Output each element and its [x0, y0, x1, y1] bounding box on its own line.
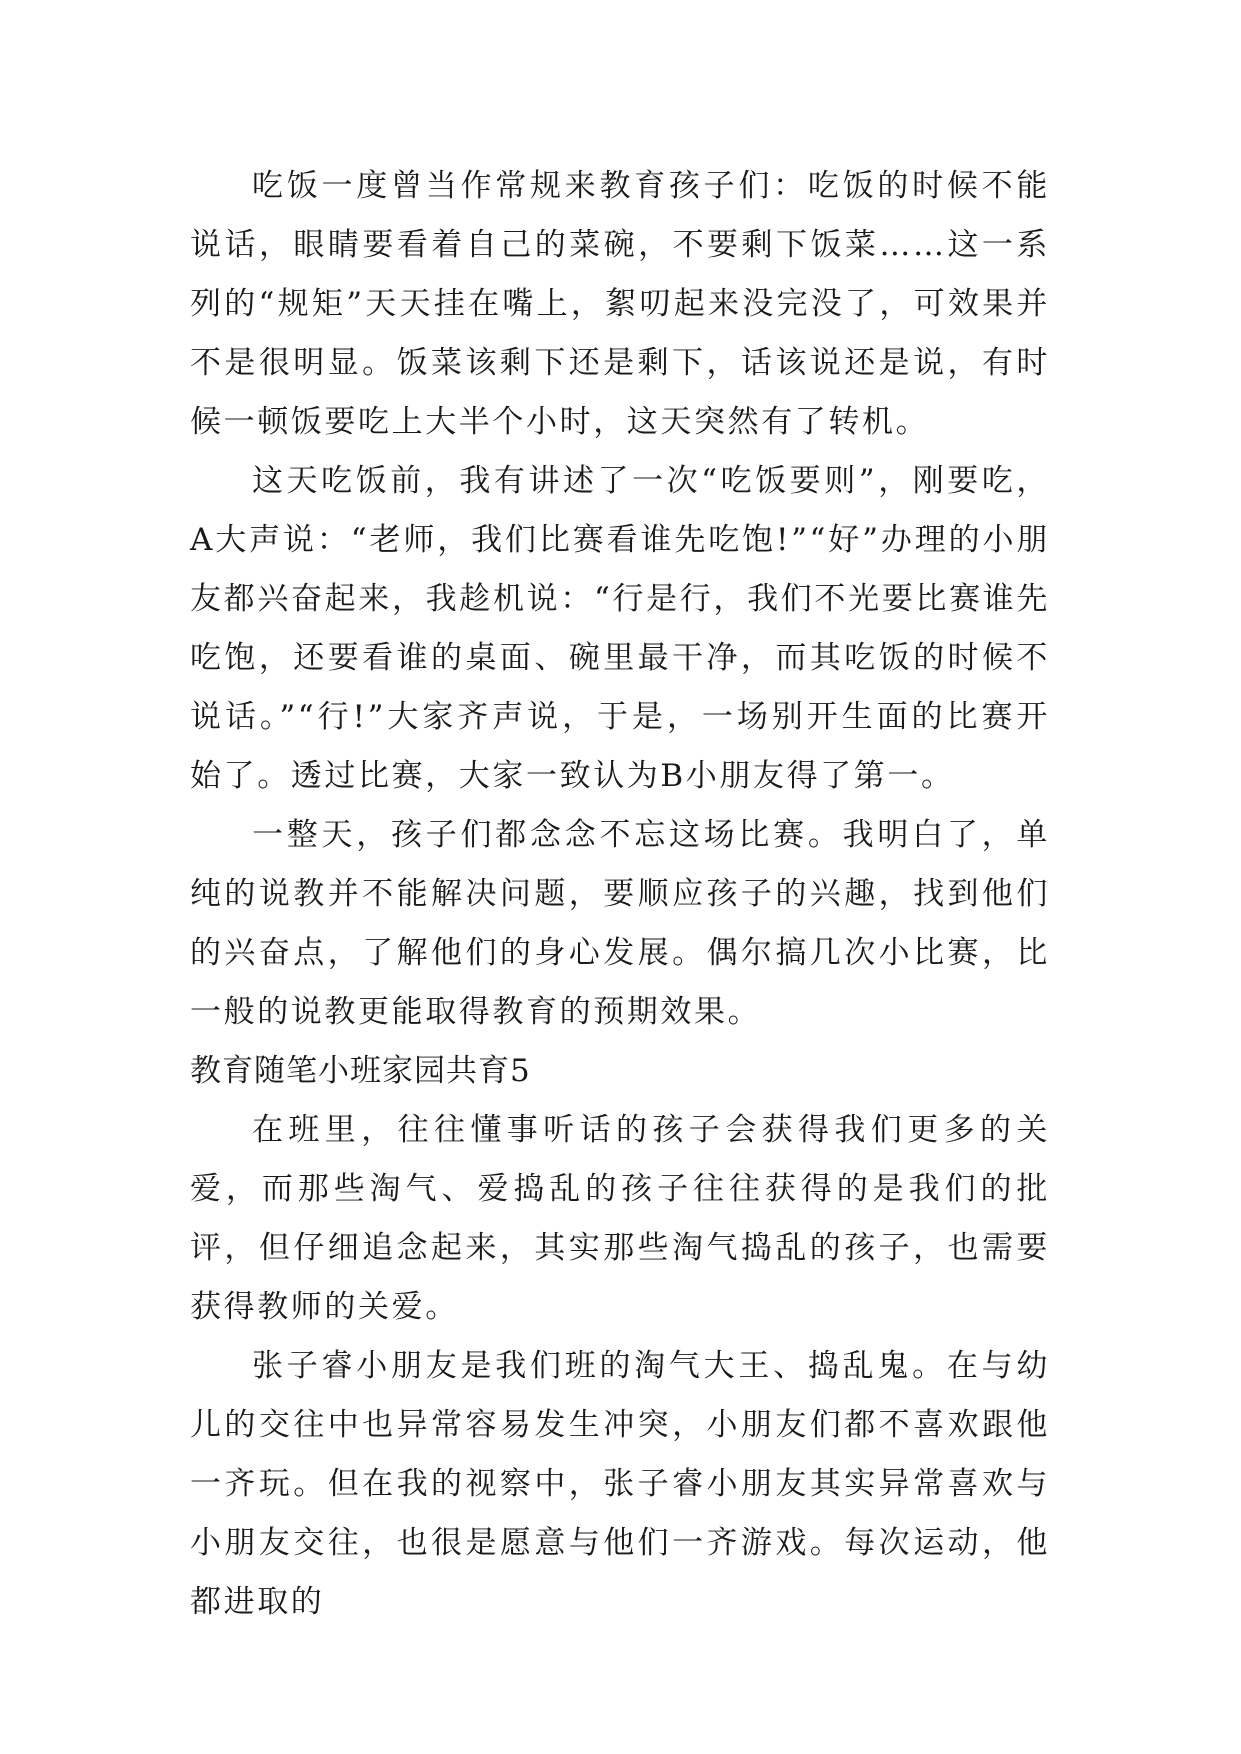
paragraph: 一整天，孩子们都念念不忘这场比赛。我明白了，单纯的说教并不能解决问题，要顺应孩子的兴趣，找到他们的兴奋点，了解他们的身心发展。偶尔搞几次小比赛，比一般的说教更能取得教育的预期效果。 — [190, 817, 1050, 1030]
document-body — [190, 157, 1050, 1632]
paragraph: 张子睿小朋友是我们班的淘气大王、捣乱鬼。在与幼儿的交往中也异常容易发生冲突，小朋友们都不喜欢跟他一齐玩。但在我的视察中，张子睿小朋友其实异常喜欢与小朋友交往，也很是愿意与他们一齐游戏。每次运动，他都进取的 — [190, 1348, 1050, 1620]
paragraph: 这天吃饭前，我有讲述了一次“吃饭要则”，刚要吃，A大声说：“老师，我们比赛看谁先吃饱!”“好”办理的小朋友都兴奋起来，我趁机说：“行是行，我们不光要比赛谁先吃饱，还要看谁的桌面、碗里最干净，而其吃饭的时候不说话。”“行!”大家齐声说，于是，一场别开生面的比赛开始了。透过比赛，大家一致认为B小朋友得了第一。 — [190, 463, 1050, 794]
paragraph: 在班里，往往懂事听话的孩子会获得我们更多的关爱，而那些淘气、爱捣乱的孩子往往获得的是我们的批评，但仔细追念起来，其实那些淘气捣乱的孩子，也需要获得教师的关爱。 — [190, 1112, 1050, 1325]
paragraph: 吃饭一度曾当作常规来教育孩子们：吃饭的时候不能说话，眼睛要看着自己的菜碗，不要剩下饭菜……这一系列的“规矩”天天挂在嘴上，絮叨起来没完没了，可效果并不是很明显。饭菜该剩下还是剩下，话该说还是说，有时候一顿饭要吃上大半个小时，这天突然有了转机。 — [190, 168, 1050, 440]
section-heading: 教育随笔小班家园共育5 — [190, 1053, 531, 1089]
